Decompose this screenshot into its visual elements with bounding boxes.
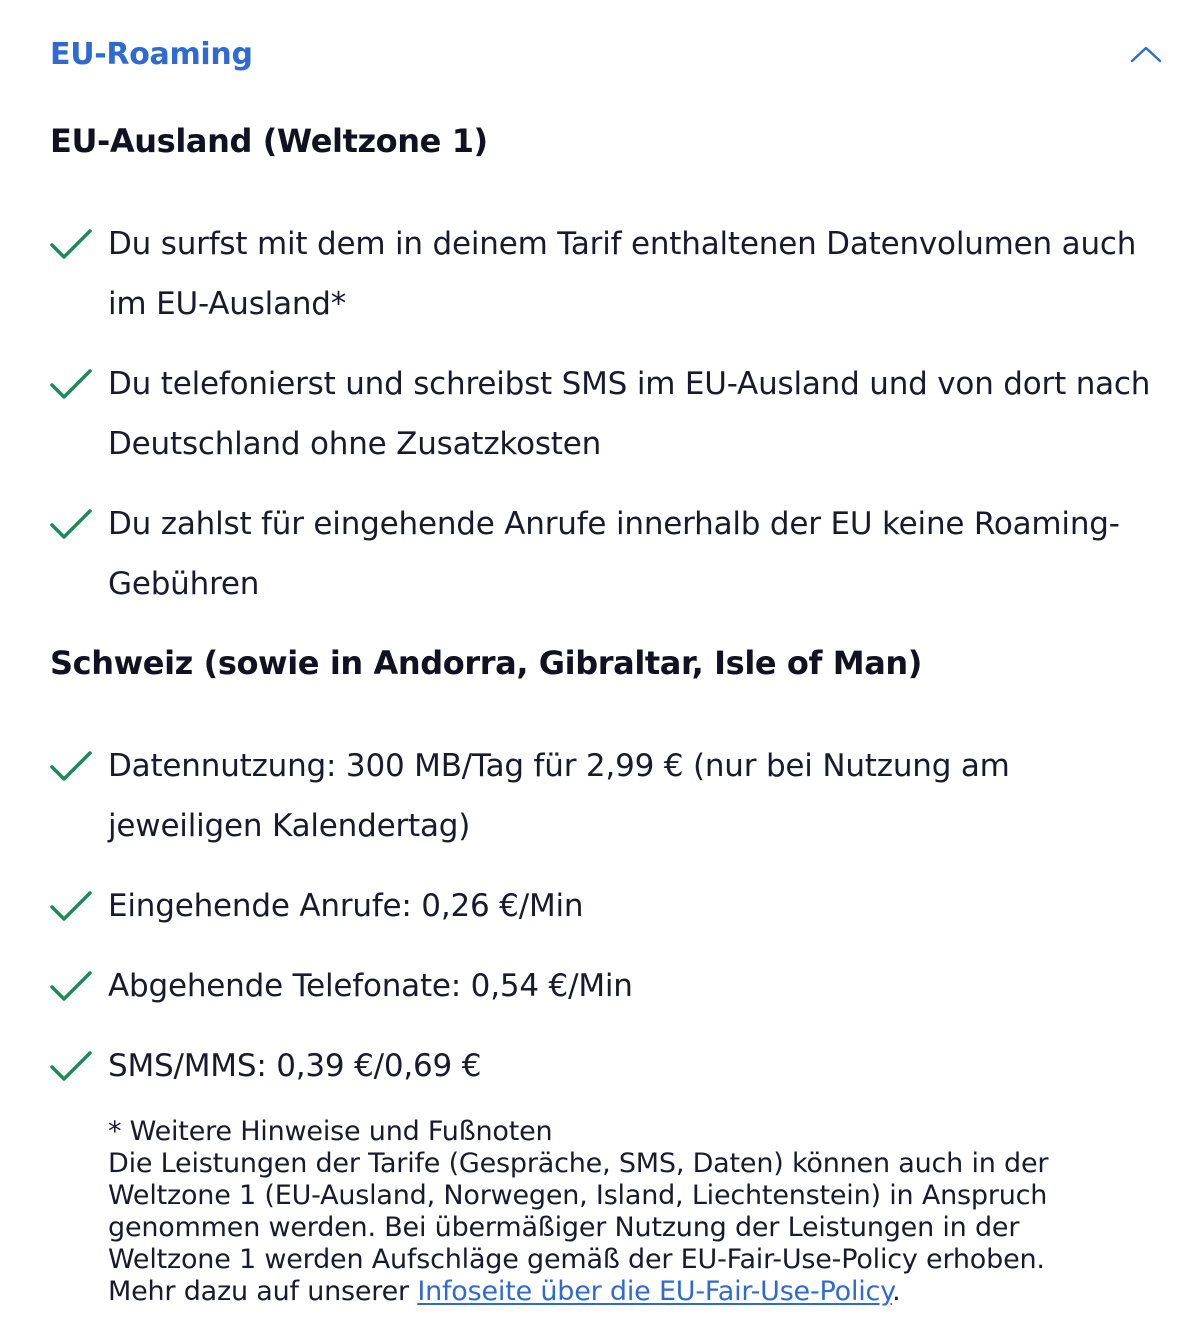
eu-section-heading: EU-Ausland (Weltzone 1) — [50, 122, 488, 160]
fair-use-policy-link[interactable]: Infoseite über die EU-Fair-Use-Policy — [417, 1276, 893, 1307]
list-item — [48, 214, 1168, 334]
list-item — [48, 956, 1168, 1016]
list-item — [48, 494, 1168, 614]
checkmark-icon — [48, 506, 94, 542]
list-item — [48, 736, 1168, 856]
list-item-text: SMS/MMS: 0,39 €/0,69 € — [108, 1048, 482, 1084]
checkmark-icon — [48, 366, 94, 402]
eu-benefits-list — [48, 214, 1168, 614]
list-item-text: Du zahlst für eingehende Anrufe innerhalb der EU keine Roaming-Gebühren — [108, 506, 1120, 602]
footnote-body-text: Die Leistungen der Tarife (Gespräche, SMS, Daten) können auch in der Weltzone 1 (EU-Ausland, Norwegen, Island, Liechtenstein) in Anspruch genommen werden. Bei übermäßiger Nutzung der Leistungen in der Weltzone 1 werden Aufschläge gemäß der EU-Fair-Use-Policy erhoben. Mehr dazu auf unserer — [108, 1148, 1049, 1307]
ch-section-heading: Schweiz (sowie in Andorra, Gibraltar, Isle of Man) — [50, 644, 923, 682]
footnote-title: * Weitere Hinweise und Fußnoten — [108, 1116, 553, 1147]
footnote — [108, 1116, 1108, 1308]
checkmark-icon — [48, 226, 94, 262]
footnote-body — [108, 1148, 1108, 1308]
list-item-text: Eingehende Anrufe: 0,26 €/Min — [108, 888, 584, 924]
checkmark-icon — [48, 968, 94, 1004]
list-item-text: Du surfst mit dem in deinem Tarif enthaltenen Datenvolumen auch im EU-Ausland* — [108, 226, 1137, 322]
eu-roaming-accordion-header[interactable] — [50, 30, 1160, 78]
chevron-up-icon[interactable] — [1128, 36, 1164, 72]
list-item — [48, 1036, 1168, 1096]
list-item — [48, 876, 1168, 936]
checkmark-icon — [48, 748, 94, 784]
list-item-text: Du telefonierst und schreibst SMS im EU-Ausland und von dort nach Deutschland ohne Zusatzkosten — [108, 366, 1151, 462]
list-item-text: Datennutzung: 300 MB/Tag für 2,99 € (nur bei Nutzung am jeweiligen Kalendertag) — [108, 748, 1010, 844]
footnote-end: . — [892, 1276, 901, 1307]
checkmark-icon — [48, 888, 94, 924]
list-item-text: Abgehende Telefonate: 0,54 €/Min — [108, 968, 633, 1004]
ch-prices-list — [48, 736, 1168, 1096]
list-item — [48, 354, 1168, 474]
accordion-title: EU-Roaming — [50, 36, 253, 72]
checkmark-icon — [48, 1048, 94, 1084]
